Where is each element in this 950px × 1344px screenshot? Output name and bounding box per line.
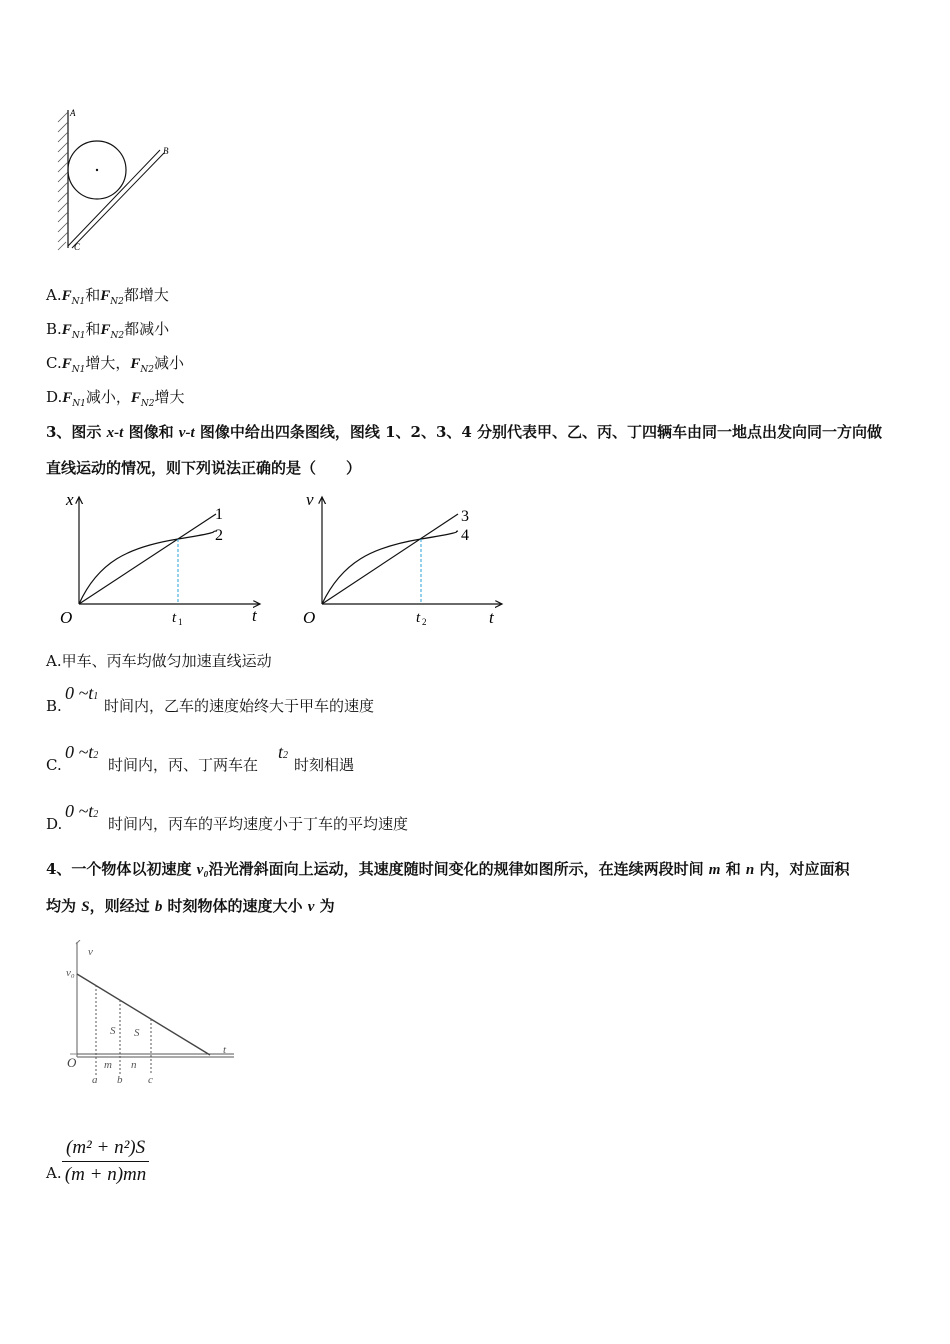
label-a: A: [70, 108, 76, 118]
line-2: [79, 531, 216, 604]
q4-y-label: v: [88, 946, 93, 958]
label-b: B: [163, 146, 169, 156]
q4-vt-graph: [62, 940, 242, 1090]
vt-graph: [292, 487, 517, 632]
xt-x-label: t: [252, 606, 257, 625]
q2-option-d[interactable]: $D.F_{N1}$减小，$F_{N2}$增大: [46, 388, 185, 409]
q4-v0-label: v₀: [66, 967, 75, 979]
vt-line3-label: 3: [461, 508, 469, 525]
xt-line2-label: 2: [215, 527, 223, 544]
q2-option-a[interactable]: $A.F_{N1}$和$F_{N2}$都增大: [46, 286, 169, 307]
q4-stem-line2: 均为 S，则经过 b 时刻物体的速度大小 v 为: [46, 897, 335, 915]
vt-x-label: t: [489, 608, 494, 627]
xt-y-label: x: [66, 490, 74, 509]
q4-x-label: t: [223, 1044, 227, 1056]
vt-line4-label: 4: [461, 527, 469, 544]
vt-tick-sub: 2: [422, 617, 427, 627]
label-c: C: [74, 242, 81, 252]
q3-stem-line1: 3、图示 x-t 图像和 v-t 图像中给出四条图线，图线 1、2、3、4 分别代表甲、乙、丙、丁四辆车由同一地点出发向同一方向做: [46, 423, 883, 441]
q3-option-a[interactable]: A.甲车、丙车均做匀加速直线运动: [46, 652, 272, 670]
vt-origin: O: [303, 608, 316, 627]
q4-option-a[interactable]: A.: [46, 1164, 62, 1182]
q4-b-label: b: [117, 1074, 123, 1086]
q4-area-s1: S: [110, 1025, 116, 1037]
q3-option-c[interactable]: C. 0 ~t2 时间内，丙、丁两车在 t2 时刻相遇: [46, 742, 355, 774]
q4-n-label: n: [131, 1059, 137, 1071]
vt-y-label: v: [306, 490, 314, 509]
xt-origin: O: [60, 608, 73, 627]
q4-area-s2: S: [134, 1027, 140, 1039]
line-3: [322, 514, 458, 604]
q2-option-b[interactable]: $B.F_{N1}$和$F_{N2}$都减小: [46, 320, 170, 341]
xt-graph: [48, 487, 273, 632]
q3-option-b[interactable]: B. 0 ~t1 时间内，乙车的速度始终大于甲车的速度: [46, 683, 375, 715]
q4-option-a-fraction: [62, 1137, 149, 1186]
q4-stem-line1: 4、一个物体以初速度 v₀沿光滑斜面向上运动，其速度随时间变化的规律如图所示，在连续两段时间 m 和 n 内，对应面积: [46, 860, 850, 878]
xt-line1-label: 1: [215, 506, 223, 523]
vt-tick: t: [416, 610, 421, 626]
q4-c-label: c: [148, 1074, 153, 1086]
line-4: [322, 531, 458, 604]
xt-tick: t: [172, 610, 177, 626]
q4-origin: O: [67, 1055, 77, 1070]
v-line: [77, 974, 210, 1055]
q4-a-label: a: [92, 1074, 98, 1086]
q2-option-c[interactable]: $C.F_{N1}$增大，$F_{N2}$减小: [46, 354, 184, 375]
line-1: [79, 514, 216, 604]
q3-option-d[interactable]: D. 0 ~t2 时间内，丙车的平均速度小于丁车的平均速度: [46, 801, 409, 833]
q3-stem-line2: 直线运动的情况，则下列说法正确的是（ ）: [46, 459, 362, 477]
q4-m-label: m: [104, 1059, 112, 1071]
xt-tick-sub: 1: [178, 617, 183, 627]
fraction-numerator: (m² + n²)S: [62, 1137, 149, 1162]
wall-circle-board-figure: [50, 100, 190, 260]
fraction-denominator: (m + n)mn: [64, 1164, 147, 1185]
